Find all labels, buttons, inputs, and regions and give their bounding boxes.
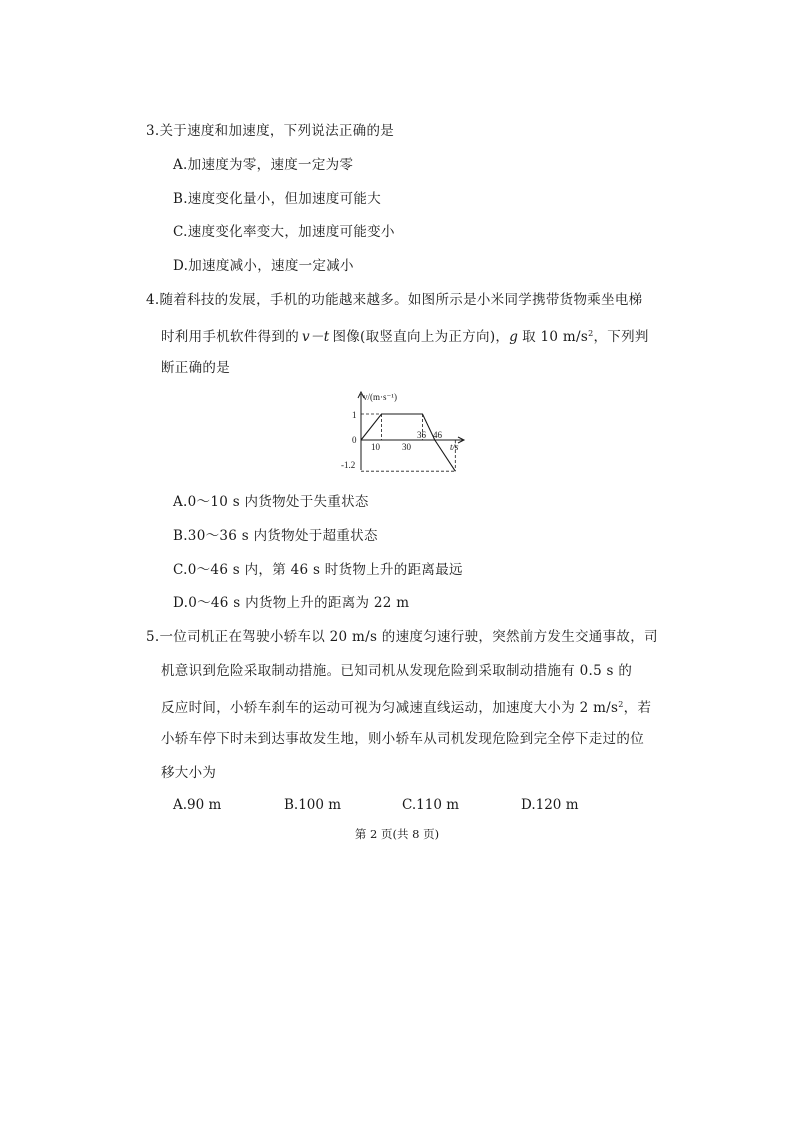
q5-stem-line3: 反应时间，小轿车刹车的运动可视为匀减速直线运动，加速度大小为 2 $m/s^2$，若	[161, 700, 652, 716]
q4-option-a: A.0～10 s 内货物处于失重状态	[173, 494, 369, 510]
x-axis-label: t/s	[450, 442, 459, 452]
x-tick-label: 36	[417, 430, 426, 440]
vt-chart	[330, 388, 480, 474]
q4-stem-line1: 4.随着科技的发展，手机的功能越来越多。如图所示是小米同学携带货物乘坐电梯	[146, 292, 643, 308]
q3-option-d: D.加速度减小，速度一定减小	[173, 258, 354, 274]
q3-stem: 3.关于速度和加速度，下列说法正确的是	[146, 123, 395, 139]
q4-stem-line2: 时利用手机软件得到的 v－t 图像(取竖直向上为正方向)，g 取 10 $m/s^2$，下列判	[161, 329, 649, 345]
q5-option-b: B.100 m	[284, 797, 342, 813]
y-axis-label: v/(m·s⁻¹)	[363, 392, 397, 402]
y-tick-label: 0	[352, 435, 357, 445]
q5-stem-line4: 小轿车停下时未到达事故发生地，则小轿车从司机发现危险到完全停下走过的位	[161, 731, 644, 747]
q5-stem-line1: 5.一位司机正在驾驶小轿车以 20 m/s 的速度匀速行驶，突然前方发生交通事故，司	[146, 629, 658, 645]
q5-option-a: A.90 m	[173, 797, 222, 813]
x-tick-label: 30	[402, 442, 411, 452]
q3-option-c: C.速度变化率变大，加速度可能变小	[173, 224, 395, 240]
q5-stem-line5: 移大小为	[161, 765, 217, 781]
q5-stem-line2: 机意识到危险采取制动措施。已知司机从发现危险到采取制动措施有 0.5 s 的	[161, 663, 633, 679]
page-footer: 第 2 页(共 8 页)	[354, 827, 440, 841]
q3-option-b: B.速度变化量小，但加速度可能大	[173, 191, 382, 207]
q4-option-c: C.0～46 s 内，第 46 s 时货物上升的距离最远	[173, 562, 463, 578]
q5-option-c: C.110 m	[402, 797, 459, 813]
q5-options-row	[0, 797, 794, 815]
q4-option-d: D.0～46 s 内货物上升的距离为 22 m	[173, 595, 410, 611]
q4-option-b: B.30～36 s 内货物处于超重状态	[173, 528, 378, 544]
q4-stem-line3: 断正确的是	[161, 360, 230, 376]
x-tick-label: 46	[433, 430, 442, 440]
q3-option-a: A.加速度为零，速度一定为零	[173, 157, 354, 173]
y-tick-label: -1.2	[341, 460, 356, 470]
y-tick-label: 1	[352, 410, 357, 420]
x-tick-label: 10	[371, 442, 380, 452]
q5-option-d: D.120 m	[521, 797, 579, 813]
